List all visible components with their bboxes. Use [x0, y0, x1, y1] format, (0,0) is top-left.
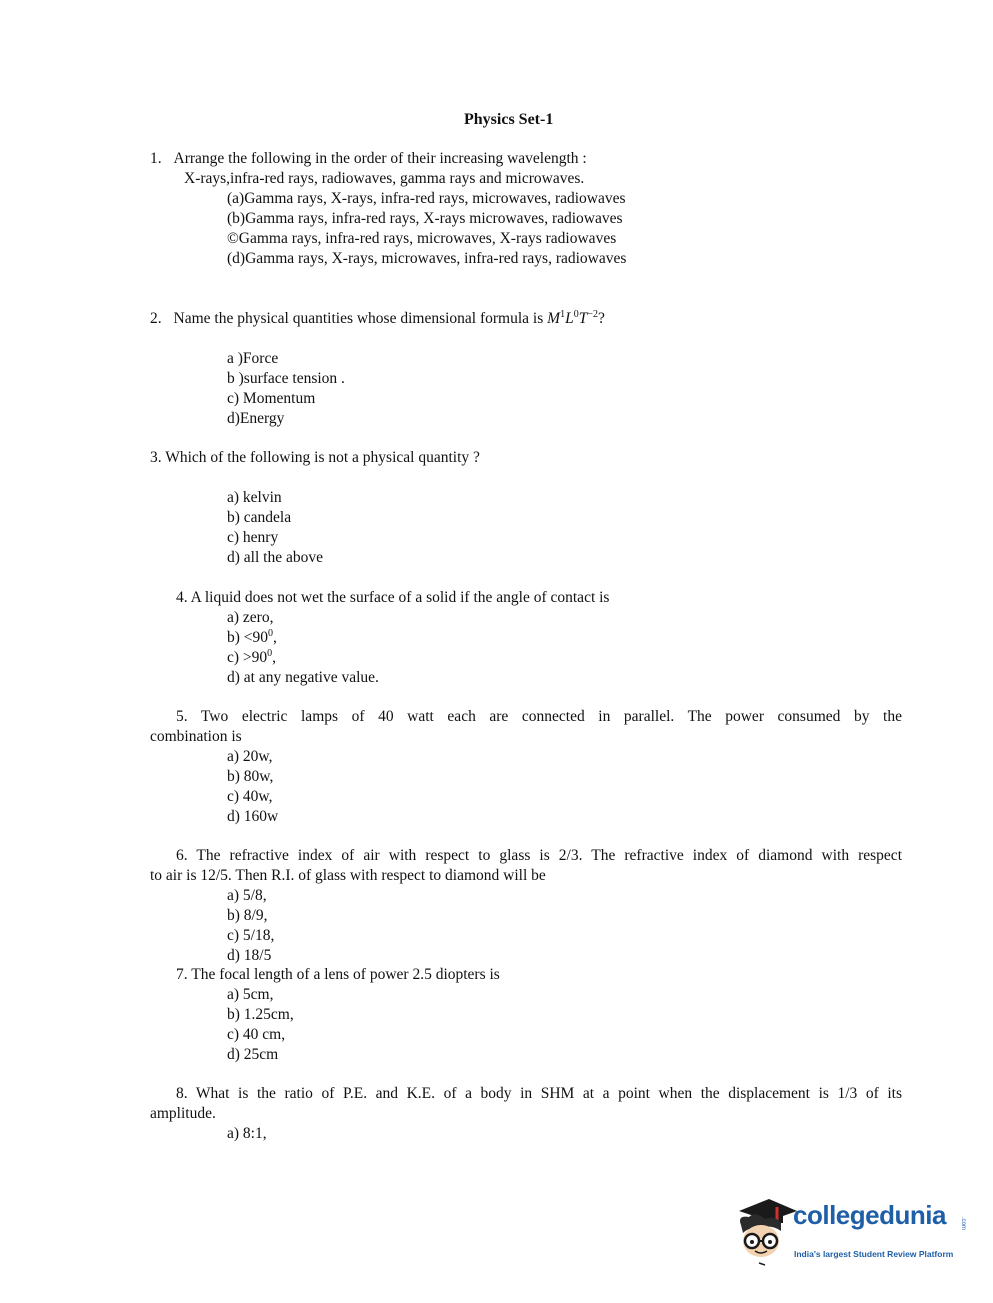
- question-subtext: X-rays,infra-red rays, radiowaves, gamma rays and microwaves.: [184, 170, 585, 187]
- option-b: b )surface tension .: [227, 370, 345, 387]
- question-text: 3. Which of the following is not a physical quantity ?: [150, 449, 480, 466]
- option-a: a) 5/8,: [227, 887, 267, 904]
- question-8: [150, 1084, 902, 1144]
- option-b: b) 80w,: [227, 768, 274, 785]
- question-text: 6. The refractive index of air with respect to glass is 2/3. The refractive index of diamond with respect: [176, 847, 902, 864]
- option-d: (d)Gamma rays, X-rays, microwaves, infra-red rays, radiowaves: [227, 250, 627, 267]
- question-1: [150, 149, 902, 269]
- option-d: d) 18/5: [227, 947, 272, 964]
- option-b: b) 8/9,: [227, 907, 268, 924]
- collegedunia-logo: [735, 1197, 966, 1267]
- option-a: a) 5cm,: [227, 986, 274, 1003]
- question-text: 5. Two electric lamps of 40 watt each are connected in parallel. The power consumed by the: [176, 708, 902, 725]
- dimensional-formula: $M^1L^0T^{-2}$?: [547, 308, 605, 327]
- question-text-cont: to air is 12/5. Then R.I. of glass with respect to diamond will be: [150, 867, 546, 884]
- question-6: [150, 846, 902, 966]
- option-b: (b)Gamma rays, infra-red rays, X-rays microwaves, radiowaves: [227, 210, 623, 227]
- option-c: c) henry: [227, 529, 279, 546]
- question-text: 8. What is the ratio of P.E. and K.E. of a body in SHM at a point when the displacement is 1/3 of its: [176, 1085, 902, 1102]
- option-c: c) 40 cm,: [227, 1026, 286, 1043]
- option-d: d) all the above: [227, 549, 323, 566]
- option-d: d) 160w: [227, 808, 279, 825]
- option-b: b) 1.25cm,: [227, 1006, 294, 1023]
- question-number: 1.: [150, 150, 162, 167]
- option-a: a) kelvin: [227, 489, 282, 506]
- logo-domain: .com: [960, 1217, 966, 1231]
- question-text: 7. The focal length of a lens of power 2.5 diopters is: [176, 966, 500, 983]
- question-4: [150, 588, 902, 688]
- option-a: a) zero,: [227, 609, 274, 626]
- option-c: c) 40w,: [227, 788, 273, 805]
- logo-tagline: India's largest Student Review Platform: [794, 1249, 954, 1259]
- option-a: a) 20w,: [227, 748, 273, 765]
- question-text: 4. A liquid does not wet the surface of a solid if the angle of contact is: [176, 589, 610, 606]
- question-text-cont: amplitude.: [150, 1105, 216, 1122]
- option-d: d) 25cm: [227, 1046, 279, 1063]
- option-a: a) 8:1,: [227, 1125, 267, 1142]
- option-b: b) candela: [227, 509, 292, 526]
- option-b: $b) <90^0$,: [227, 627, 277, 646]
- option-a: (a)Gamma rays, X-rays, infra-red rays, microwaves, radiowaves: [227, 190, 626, 207]
- question-text: Name the physical quantities whose dimensional formula is: [173, 310, 544, 327]
- question-3: [150, 448, 902, 568]
- question-text: Arrange the following in the order of their increasing wavelength :: [173, 150, 587, 167]
- option-d: d)Energy: [227, 410, 285, 427]
- question-2: [150, 309, 902, 429]
- page-title: Physics Set-1: [464, 111, 554, 128]
- option-c: ©Gamma rays, infra-red rays, microwaves, X-rays radiowaves: [227, 230, 617, 247]
- option-a: a )Force: [227, 350, 279, 367]
- option-c: c) Momentum: [227, 390, 316, 407]
- question-number: 2.: [150, 310, 162, 327]
- option-c: c) 5/18,: [227, 927, 275, 944]
- question-7: [150, 965, 902, 1065]
- option-c: $c) >90^0$,: [227, 647, 277, 666]
- student-mascot-icon: [735, 1197, 797, 1267]
- logo-wordmark: collegedunia: [793, 1200, 946, 1230]
- question-text-cont: combination is: [150, 728, 242, 745]
- question-5: [150, 707, 902, 827]
- option-d: d) at any negative value.: [227, 669, 379, 686]
